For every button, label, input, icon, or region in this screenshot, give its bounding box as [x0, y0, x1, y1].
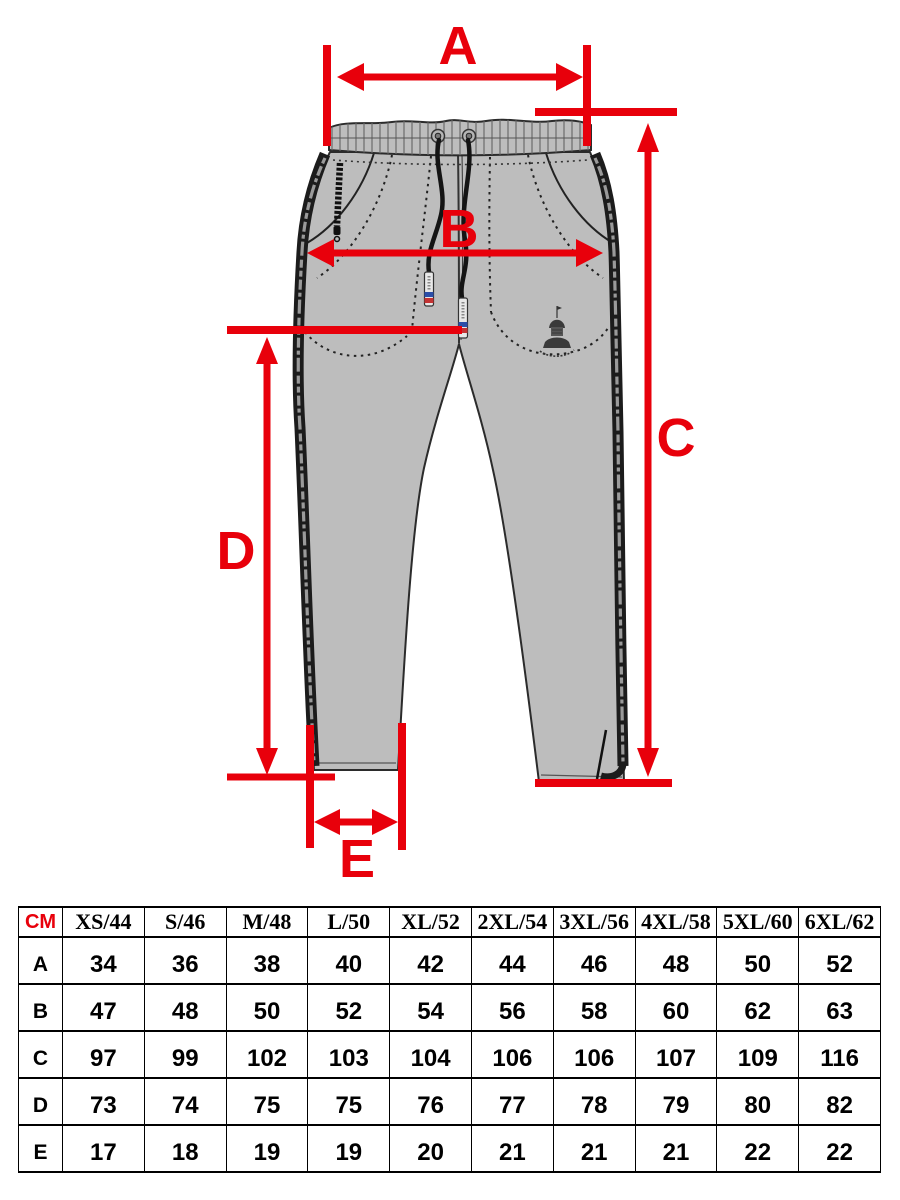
table-row [19, 984, 881, 1031]
size-cell: 18 [144, 1125, 226, 1172]
measure-label-d: D [216, 521, 256, 581]
table-row [19, 937, 881, 984]
size-cell: 79 [635, 1078, 717, 1125]
size-cell: 52 [799, 937, 881, 984]
size-cell: 46 [553, 937, 635, 984]
size-column-header: 6XL/62 [799, 907, 881, 937]
size-cell: 60 [635, 984, 717, 1031]
size-cell: 22 [799, 1125, 881, 1172]
size-cell: 48 [635, 937, 717, 984]
table-row [19, 1125, 881, 1172]
aglet-left [425, 272, 434, 306]
size-cell: 34 [63, 937, 145, 984]
size-cell: 102 [226, 1031, 308, 1078]
size-cell: 20 [390, 1125, 472, 1172]
size-cell: 74 [144, 1078, 226, 1125]
size-cell: 109 [717, 1031, 799, 1078]
size-cell: 106 [471, 1031, 553, 1078]
size-cell: 47 [63, 984, 145, 1031]
measure-row-label: E [19, 1125, 63, 1172]
size-cell: 104 [390, 1031, 472, 1078]
table-row [19, 1078, 881, 1125]
size-cell: 76 [390, 1078, 472, 1125]
measure-label-e: E [338, 829, 376, 889]
size-column-header: XS/44 [63, 907, 145, 937]
size-cell: 50 [226, 984, 308, 1031]
size-cell: 19 [308, 1125, 390, 1172]
measure-label-a: A [438, 16, 478, 76]
size-column-header: M/48 [226, 907, 308, 937]
measure-row-label: C [19, 1031, 63, 1078]
size-column-header: 4XL/58 [635, 907, 717, 937]
size-cell: 40 [308, 937, 390, 984]
size-cell: 103 [308, 1031, 390, 1078]
size-cell: 97 [63, 1031, 145, 1078]
measure-row-label: A [19, 937, 63, 984]
size-cell: 63 [799, 984, 881, 1031]
size-cell: 54 [390, 984, 472, 1031]
measure-label-c: C [656, 408, 696, 468]
size-cell: 21 [471, 1125, 553, 1172]
size-cell: 21 [553, 1125, 635, 1172]
measure-label-b: B [439, 199, 479, 259]
size-cell: 22 [717, 1125, 799, 1172]
size-cell: 56 [471, 984, 553, 1031]
size-cell: 75 [226, 1078, 308, 1125]
size-column-header: 2XL/54 [471, 907, 553, 937]
size-cell: 80 [717, 1078, 799, 1125]
size-cell: 107 [635, 1031, 717, 1078]
size-cell: 52 [308, 984, 390, 1031]
size-cell: 17 [63, 1125, 145, 1172]
size-cell: 99 [144, 1031, 226, 1078]
size-cell: 48 [144, 984, 226, 1031]
unit-header: CM [19, 907, 63, 937]
size-table-header-row [19, 907, 881, 937]
size-column-header: S/46 [144, 907, 226, 937]
waistband-ribs [329, 120, 591, 156]
size-table [18, 906, 881, 1173]
size-cell: 19 [226, 1125, 308, 1172]
measure-row-label: D [19, 1078, 63, 1125]
size-column-header: L/50 [308, 907, 390, 937]
size-cell: 116 [799, 1031, 881, 1078]
size-column-header: 5XL/60 [717, 907, 799, 937]
size-cell: 82 [799, 1078, 881, 1125]
size-cell: 78 [553, 1078, 635, 1125]
table-row [19, 1031, 881, 1078]
size-cell: 21 [635, 1125, 717, 1172]
size-cell: 73 [63, 1078, 145, 1125]
size-cell: 106 [553, 1031, 635, 1078]
size-column-header: 3XL/56 [553, 907, 635, 937]
size-cell: 77 [471, 1078, 553, 1125]
measure-row-label: B [19, 984, 63, 1031]
size-cell: 38 [226, 937, 308, 984]
size-cell: 44 [471, 937, 553, 984]
size-cell: 75 [308, 1078, 390, 1125]
size-cell: 42 [390, 937, 472, 984]
size-column-header: XL/52 [390, 907, 472, 937]
size-cell: 58 [553, 984, 635, 1031]
size-cell: 62 [717, 984, 799, 1031]
size-cell: 36 [144, 937, 226, 984]
size-cell: 50 [717, 937, 799, 984]
